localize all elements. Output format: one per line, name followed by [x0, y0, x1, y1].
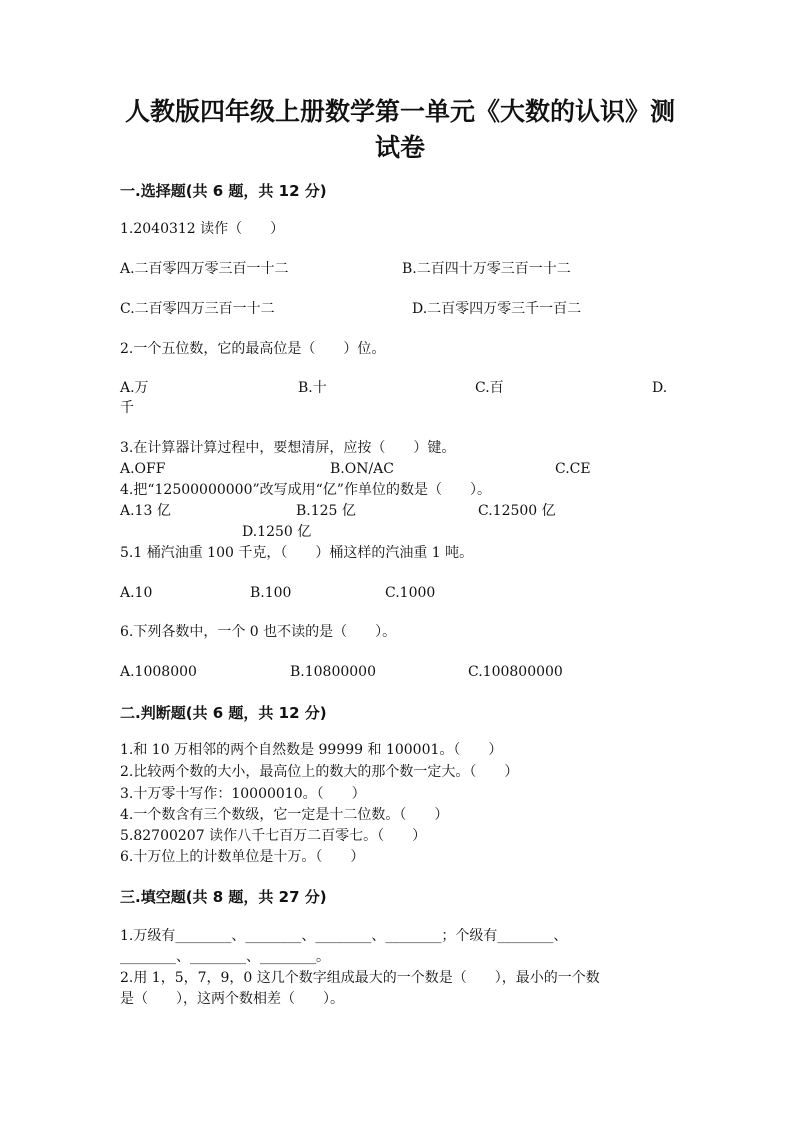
question-1-option-a: A.二百零四万零三百一十二 — [120, 261, 289, 277]
fill-item-1-line-1: 1.万级有________、________、________、________；个级有________、 — [120, 928, 568, 944]
judge-item-1: 1.和 10 万相邻的两个自然数是 99999 和 100001。（ ） — [120, 742, 503, 758]
question-2-option-d-text: 千 — [120, 400, 134, 416]
question-1-option-b: B.二百四十万零三百一十二 — [402, 261, 571, 277]
question-3-stem: 3.在计算器计算过程中，要想清屏，应按（ ）键。 — [120, 440, 456, 456]
question-1-option-c: C.二百零四万三百一十二 — [120, 301, 275, 317]
question-4-option-c: C.12500 亿 — [478, 503, 556, 519]
question-4-option-a: A.13 亿 — [120, 503, 171, 519]
question-5-option-a: A.10 — [120, 585, 153, 601]
question-3-option-c: C.CE — [555, 461, 591, 477]
judge-item-6: 6.十万位上的计数单位是十万。（ ） — [120, 849, 365, 865]
question-6-option-c: C.100800000 — [468, 664, 563, 680]
question-5-option-b: B.100 — [250, 585, 292, 601]
question-4-stem: 4.把“12500000000”改写成用“亿”作单位的数是（ ）。 — [120, 482, 491, 498]
judge-item-5: 5.82700207 读作八千七百万二百零七。（ ） — [120, 828, 427, 844]
question-1-stem: 1.2040312 读作（ ） — [120, 221, 285, 237]
title-line-1: 人教版四年级上册数学第一单元《大数的认识》测 — [124, 97, 675, 126]
fill-item-2-line-2: 是（ ），这两个数相差（ ）。 — [120, 991, 344, 1007]
question-6-option-b: B.10800000 — [290, 664, 376, 680]
page-title — [100, 94, 700, 166]
judge-item-2: 2.比较两个数的大小，最高位上的数大的那个数一定大。（ ） — [120, 764, 519, 780]
section-heading-true-false: 二.判断题(共 6 题，共 12 分) — [120, 704, 327, 722]
question-1-option-d: D.二百零四万零三千一百二 — [412, 301, 582, 317]
judge-item-3: 3.十万零十写作：10000010。（ ） — [120, 786, 366, 802]
question-6-stem: 6.下列各数中，一个 0 也不读的是（ ）。 — [120, 624, 397, 640]
question-3-option-a: A.OFF — [120, 461, 166, 477]
question-5-stem: 5.1 桶汽油重 100 千克，（ ）桶这样的汽油重 1 吨。 — [120, 545, 474, 561]
question-2-stem: 2.一个五位数，它的最高位是（ ）位。 — [120, 341, 386, 357]
question-2-option-c: C.百 — [475, 380, 504, 396]
fill-item-1-line-2: ________、________、________。 — [120, 949, 330, 965]
question-2-option-b: B.十 — [298, 380, 327, 396]
question-2-option-a: A.万 — [120, 380, 149, 396]
question-2-option-d: D. — [652, 380, 668, 396]
question-4-option-d: D.1250 亿 — [242, 524, 312, 540]
judge-item-4: 4.一个数含有三个数级，它一定是十二位数。（ ） — [120, 807, 449, 823]
title-line-2: 试卷 — [374, 133, 425, 162]
question-4-option-b: B.125 亿 — [296, 503, 356, 519]
section-heading-choice: 一.选择题(共 6 题，共 12 分) — [120, 182, 327, 200]
question-6-option-a: A.1008000 — [120, 664, 197, 680]
question-5-option-c: C.1000 — [385, 585, 436, 601]
fill-item-2-line-1: 2.用 1，5，7，9，0 这几个数字组成最大的一个数是（ ），最小的一个数 — [120, 970, 600, 986]
section-heading-fill-blank: 三.填空题(共 8 题，共 27 分) — [120, 888, 327, 906]
question-3-option-b: B.ON/AC — [330, 461, 395, 477]
